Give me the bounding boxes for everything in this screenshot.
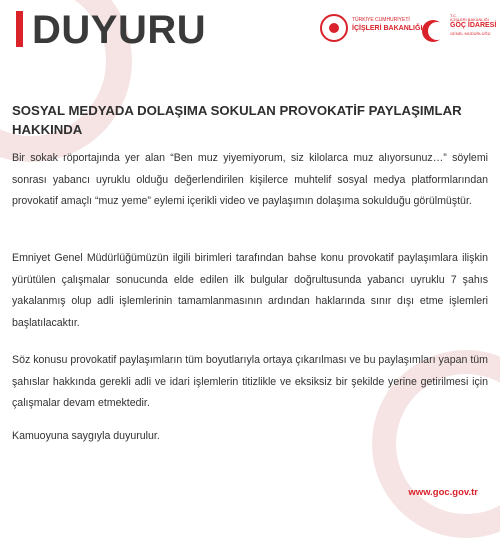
ministry-emblem-icon — [320, 14, 348, 42]
paragraph-2: Emniyet Genel Müdürlüğümüzün ilgili birimleri tarafından bahse konu provokatif paylaşımlara ilişkin yürütülen çalışmalar sonucunda elde edilen ilk bulgular doğrultusunda yabancı uyruklu 7 şahıs yakalanmış olup adli işlemlerinin tamamlanmasının ardından haklarında sınır dışı etme işlemleri başlatılacaktır. — [12, 252, 488, 329]
ministry-logo — [320, 12, 423, 48]
migration-logo-line4: GENEL MÜDÜRLÜĞÜ — [450, 31, 491, 36]
page-title: DUYURU — [32, 8, 207, 52]
migration-logo-line1: T.C. — [450, 13, 458, 18]
title-accent-bar — [16, 11, 23, 47]
paragraph-3: Söz konusu provokatif paylaşımların tüm boyutlarıyla ortaya çıkarılması ve bu paylaşımları yapan tüm şahıslar hakkında gerekli adli ve idari işlemlerin titizlikle ve eksiksiz bir şekilde yerine getirilmesi için çalışmalar devam etmektedir. — [12, 354, 488, 409]
paragraph-4: Kamuoyuna saygıyla duyurulur. — [12, 430, 160, 442]
announcement-subject: SOSYAL MEDYADA DOLAŞIMA SOKULAN PROVOKATİF PAYLAŞIMLAR HAKKINDA — [12, 103, 462, 137]
migration-logo-line2: İÇİŞLERİ BAKANLIĞI — [450, 17, 489, 22]
ministry-logo-line1: TÜRKİYE CUMHURİYETİ — [352, 17, 410, 23]
paragraph-1: Bir sokak röportajında yer alan “Ben muz yiyemiyorum, siz kilolarca muz alıyorsunuz…” söylemi sonrası yabancı uyruklu olduğu değerlendirilen kişilerce muhtelif sosyal medya platformlarından provokatif amaçlı “muz yeme” eylemi içerikli video ve paylaşımın dolaşıma sokulduğu görülmüştür. — [12, 152, 488, 207]
ministry-logo-line2: İÇİŞLERİ BAKANLIĞI — [352, 25, 423, 32]
migration-logo-line3: GÖÇ İDARESİ — [450, 22, 497, 29]
website-link[interactable]: www.goc.gov.tr — [408, 487, 478, 498]
migration-logo — [420, 10, 497, 52]
crescent-icon — [422, 20, 444, 42]
header — [8, 8, 497, 56]
